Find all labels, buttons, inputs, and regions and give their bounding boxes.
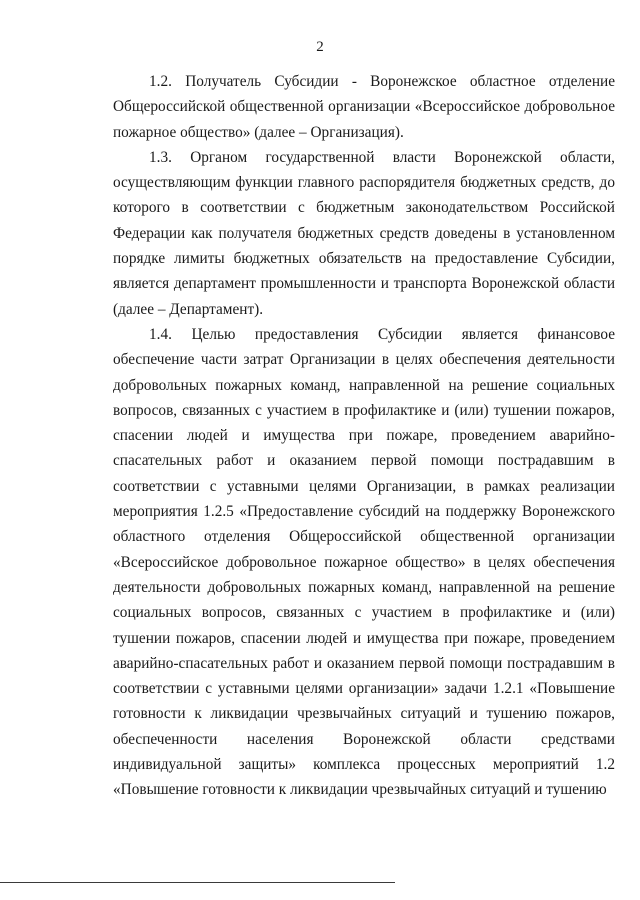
page-number: 2 [316, 39, 324, 55]
document-body [113, 69, 615, 803]
paragraph-1-2: 1.2. Получатель Субсидии - Воронежское областное отделение Общероссийской общественной организации «Всероссийское добровольное пожарное общество» (далее – Организация). [113, 73, 615, 141]
paragraph-1-3: 1.3. Органом государственной власти Воронежской области, осуществляющим функции главного распорядителя бюджетных средств, до которого в соответствии с бюджетным законодательством Российской Федерации как получателя бюджетных средств доведены в установленном порядке лимиты бюджетных обязательств на предоставление Субсидии, является департамент промышленности и транспорта Воронежской области (далее – Департамент). [113, 148, 615, 318]
paragraph-1-4: 1.4. Целью предоставления Субсидии является финансовое обеспечение части затрат Организации в целях обеспечения деятельности добровольных пожарных команд, направленной на решение социальных вопросов, связанных с участием в профилактике и (или) тушении пожаров, спасении людей и имущества при пожаре, проведением аварийно-спасательных работ и оказанием первой помощи пострадавшим в соответствии с уставными целями Организации, в рамках реализации мероприятия 1.2.5 «Предоставление субсидий на поддержку Воронежского областного отделения Общероссийской общественной организации «Всероссийское добровольное пожарное общество» в целях обеспечения деятельности добровольных пожарных команд, направленной на решение социальных вопросов, связанных с участием в профилактике и (или) тушении пожаров, спасении людей и имущества при пожаре, проведением аварийно-спасательных работ и оказанием первой помощи пострадавшим в соответствии с уставными целями организации» задачи 1.2.1 «Повышение готовности к ликвидации чрезвычайных ситуаций и тушению пожаров, обеспеченности населения Воронежской области средствами индивидуальной защиты» комплекса процессных мероприятий 1.2 «Повышение готовности к ликвидации чрезвычайных ситуаций и тушению [113, 325, 615, 799]
footnote-divider [0, 882, 395, 883]
